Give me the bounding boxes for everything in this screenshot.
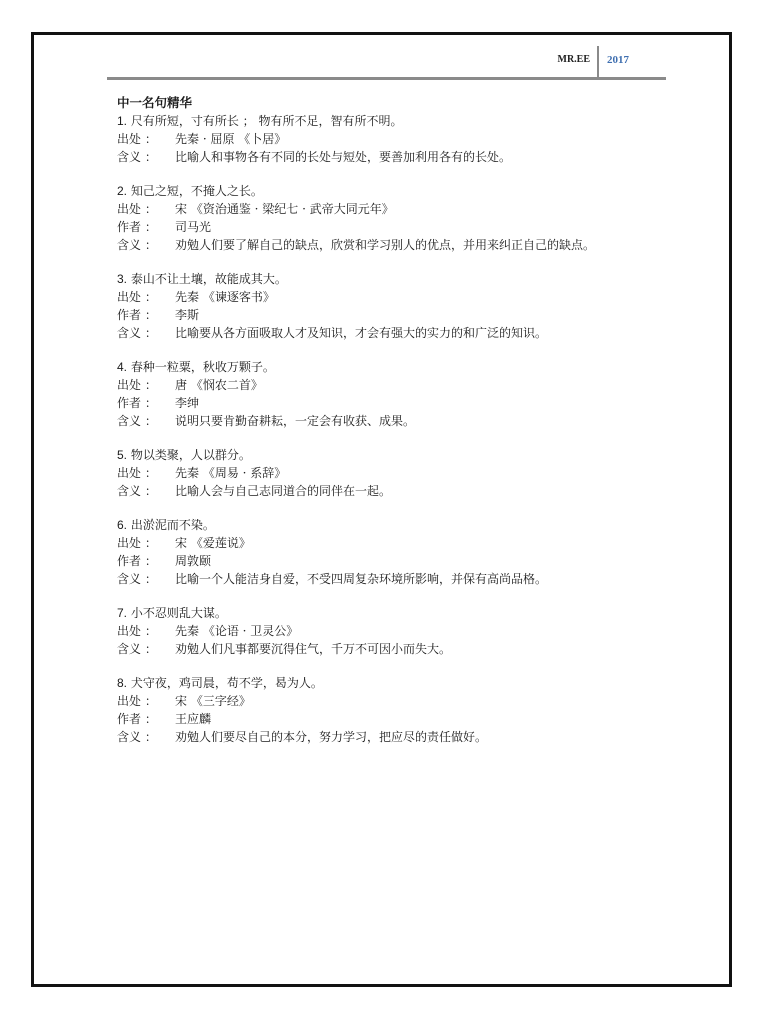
source-value: 先秦 《周易 · 系辞》 (175, 466, 287, 480)
meaning-value: 比喻人会与自己志同道合的同伴在一起。 (175, 484, 392, 498)
document-title: 中一名句精华 (117, 95, 193, 110)
author-line (117, 394, 692, 412)
author-label: 作者 ： (117, 220, 157, 234)
meaning-label: 含义 ： (117, 642, 157, 656)
source-label: 出处 ： (117, 132, 157, 146)
meaning-label: 含义 ： (117, 572, 157, 586)
source-value: 唐 《悯农二首》 (175, 378, 263, 392)
entry-number: 5. (117, 448, 128, 462)
meaning-line (117, 236, 692, 254)
quote-text: 小不忍则乱大谋。 (130, 606, 227, 620)
quote-line (117, 604, 692, 622)
quote-entry (117, 358, 692, 430)
quote-entry (117, 446, 692, 500)
quote-line (117, 446, 692, 464)
meaning-line (117, 324, 692, 342)
author-line (117, 306, 692, 324)
source-value: 先秦 《论语 · 卫灵公》 (175, 624, 299, 638)
meaning-line (117, 570, 692, 588)
meaning-line (117, 640, 692, 658)
quote-text: 春种一粒粟，秋收万颗子。 (130, 360, 275, 374)
entry-number: 1. (117, 114, 128, 128)
author-value: 李斯 (175, 308, 200, 322)
source-line (117, 692, 692, 710)
quote-entry (117, 516, 692, 588)
entry-number: 7. (117, 606, 128, 620)
author-line (117, 218, 692, 236)
author-line (117, 552, 692, 570)
author-label: 作者 ： (117, 554, 157, 568)
source-label: 出处 ： (117, 624, 157, 638)
author-value: 王应麟 (175, 712, 212, 726)
meaning-value: 劝勉人们要了解自己的缺点，欣赏和学习别人的优点，并用来纠正自己的缺点。 (175, 238, 596, 252)
source-label: 出处 ： (117, 466, 157, 480)
meaning-value: 说明只要肯勤奋耕耘，一定会有收获、成果。 (175, 414, 416, 428)
quote-text: 物以类聚，人以群分。 (130, 448, 251, 462)
quote-line (117, 112, 692, 130)
page-frame (31, 32, 732, 987)
source-line (117, 622, 692, 640)
document-body (117, 94, 692, 762)
source-label: 出处 ： (117, 536, 157, 550)
meaning-line (117, 728, 692, 746)
meaning-line (117, 412, 692, 430)
meaning-value: 比喻一个人能洁身自爱，不受四周复杂环境所影响，并保有高尚品格。 (175, 572, 548, 586)
source-line (117, 200, 692, 218)
source-value: 先秦 《谏逐客书》 (175, 290, 275, 304)
quote-line (117, 516, 692, 534)
meaning-label: 含义 ： (117, 484, 157, 498)
quote-text: 出淤泥而不染。 (130, 518, 215, 532)
source-line (117, 130, 692, 148)
entry-number: 4. (117, 360, 128, 374)
meaning-label: 含义 ： (117, 730, 157, 744)
source-value: 宋 《爱莲说》 (175, 536, 251, 550)
source-line (117, 464, 692, 482)
quote-text: 知己之短，不掩人之长。 (130, 184, 263, 198)
source-label: 出处 ： (117, 202, 157, 216)
meaning-value: 劝勉人们凡事都要沉得住气，千万不可因小而失大。 (175, 642, 452, 656)
meaning-label: 含义 ： (117, 326, 157, 340)
author-value: 周敦颐 (175, 554, 212, 568)
meaning-label: 含义 ： (117, 150, 157, 164)
author-value: 李绅 (175, 396, 200, 410)
meaning-value: 劝勉人们要尽自己的本分，努力学习，把应尽的责任做好。 (175, 730, 488, 744)
quote-text: 犬守夜，鸡司晨，苟不学，曷为人。 (130, 676, 323, 690)
entry-number: 8. (117, 676, 128, 690)
meaning-value: 比喻要从各方面吸取人才及知识，才会有强大的实力的和广泛的知识。 (175, 326, 548, 340)
quote-entry (117, 270, 692, 342)
source-value: 宋 《三字经》 (175, 694, 251, 708)
author-label: 作者 ： (117, 396, 157, 410)
source-line (117, 534, 692, 552)
meaning-line (117, 482, 692, 500)
quote-line (117, 358, 692, 376)
source-line (117, 376, 692, 394)
meaning-value: 比喻人和事物各有不同的长处与短处，要善加利用各有的长处。 (175, 150, 512, 164)
quote-line (117, 182, 692, 200)
header-author: MR.EE (557, 54, 590, 65)
source-value: 宋 《资治通鉴 · 梁纪七 · 武帝大同元年》 (175, 202, 394, 216)
entry-number: 6. (117, 518, 128, 532)
entry-number: 3. (117, 272, 128, 286)
author-line (117, 710, 692, 728)
quote-text: 泰山不让土壤，故能成其大。 (130, 272, 287, 286)
author-label: 作者 ： (117, 308, 157, 322)
entry-number: 2. (117, 184, 128, 198)
quote-line (117, 674, 692, 692)
quote-line (117, 270, 692, 288)
meaning-label: 含义 ： (117, 238, 157, 252)
entries-list (117, 112, 692, 746)
meaning-line (117, 148, 692, 166)
quote-entry (117, 674, 692, 746)
source-label: 出处 ： (117, 290, 157, 304)
author-value: 司马光 (175, 220, 212, 234)
header-year: 2017 (607, 54, 629, 66)
source-value: 先秦 · 屈原 《卜居》 (175, 132, 287, 146)
page-header (107, 46, 666, 80)
source-label: 出处 ： (117, 694, 157, 708)
source-label: 出处 ： (117, 378, 157, 392)
quote-entry (117, 112, 692, 166)
author-label: 作者 ： (117, 712, 157, 726)
source-line (117, 288, 692, 306)
header-divider (597, 46, 599, 77)
meaning-label: 含义 ： (117, 414, 157, 428)
quote-entry (117, 182, 692, 254)
quote-text: 尺有所短，寸有所长 ； 物有所不足，智有所不明。 (130, 114, 403, 128)
quote-entry (117, 604, 692, 658)
